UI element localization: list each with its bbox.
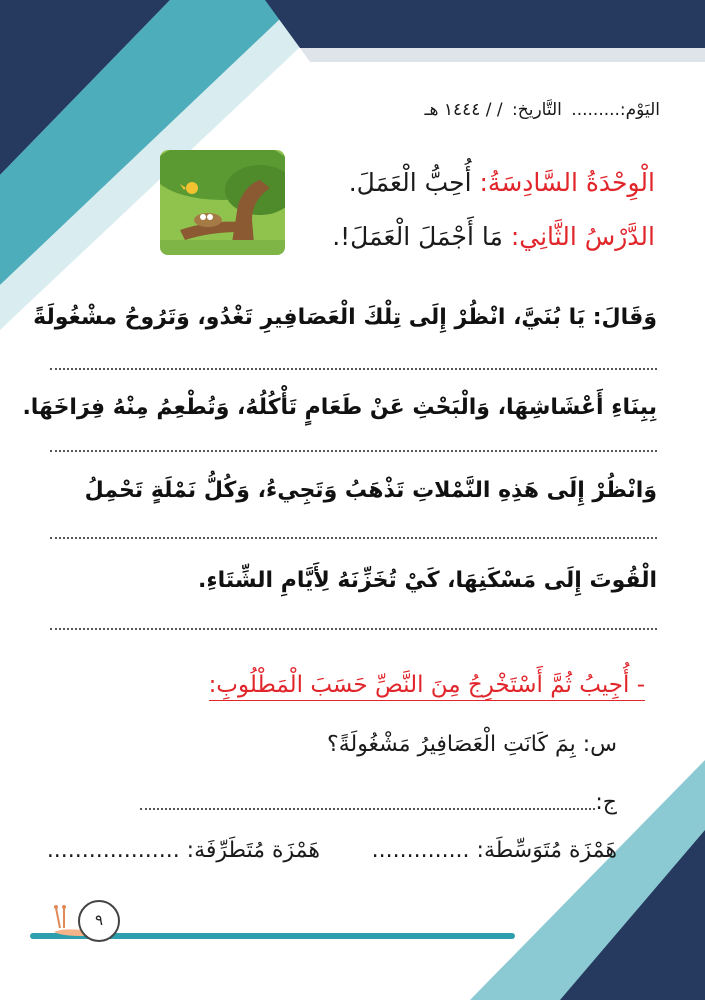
date-value: / / ١٤٤٤ هـ: [424, 100, 503, 120]
passage-line-4: الْقُوتَ إِلَى مَسْكَنِهَا، كَيْ تُخَزِّنَهُ لِأَيَّامِ الشِّتَاءِ.: [198, 568, 657, 593]
exercise-instruction: - أُجِيبُ ثُمَّ أَسْتَخْرِجُ مِنَ النَّصِّ حَسَبَ الْمَطْلُوبِ:: [209, 672, 645, 701]
unit-name: أُحِبُّ الْعَمَلَ.: [348, 168, 472, 197]
page-number: ٩: [78, 900, 120, 942]
hamza-middle-prompt: هَمْزَة مُتَوَسِّطَة: ..............: [371, 838, 617, 863]
date-label: التَّاريخ:: [512, 100, 562, 120]
lesson-name: مَا أَجْمَلَ الْعَمَلَ!.: [332, 222, 503, 251]
hamza-end-prompt: هَمْزَة مُتَطَرِّفَة: ...................: [46, 838, 320, 863]
day-label: اليَوْم:.........: [571, 100, 660, 120]
passage-line-3: وَانْظُرْ إِلَى هَذِهِ النَّمْلاتِ تَذْهَبُ وَتَجِيءُ، وَكُلُّ نَمْلَةٍ تَحْمِلُ: [84, 478, 657, 503]
question-text: س: بِمَ كَانَتِ الْعَصَافِيرُ مَشْغُولَةً؟: [327, 732, 617, 757]
writing-line-1: [50, 368, 657, 370]
unit-label: الْوِحْدَةُ السَّادِسَةُ:: [479, 168, 655, 197]
tree-bird-illustration: [160, 150, 285, 255]
writing-line-3: [50, 537, 657, 539]
writing-line-2: [50, 450, 657, 452]
lesson-title: [332, 222, 655, 251]
answer-field[interactable]: [140, 808, 595, 810]
writing-line-4: [50, 628, 657, 630]
answer-label: ج:: [595, 790, 617, 815]
passage-line-1: وَقَالَ: يَا بُنَيَّ، انْظُرْ إِلَى تِلْكَ الْعَصَافِيرِ تَغْدُو، وَتَرُوحُ مشْغُولَةً: [33, 305, 657, 330]
top-right-navy-band: [265, 0, 705, 48]
top-right-grey-band: [300, 48, 705, 62]
passage-line-2: بِبِنَاءِ أَعْشَاشِهَا، وَالْبَحْثِ عَنْ طَعَامٍ تَأْكُلُهُ، وَتُطْعِمُ مِنْهُ فِرَاخَهَا.: [22, 395, 657, 420]
unit-title: [349, 168, 655, 197]
lesson-label: الدَّرْسُ الثَّانِي:: [510, 222, 655, 251]
date-header: [420, 100, 660, 120]
